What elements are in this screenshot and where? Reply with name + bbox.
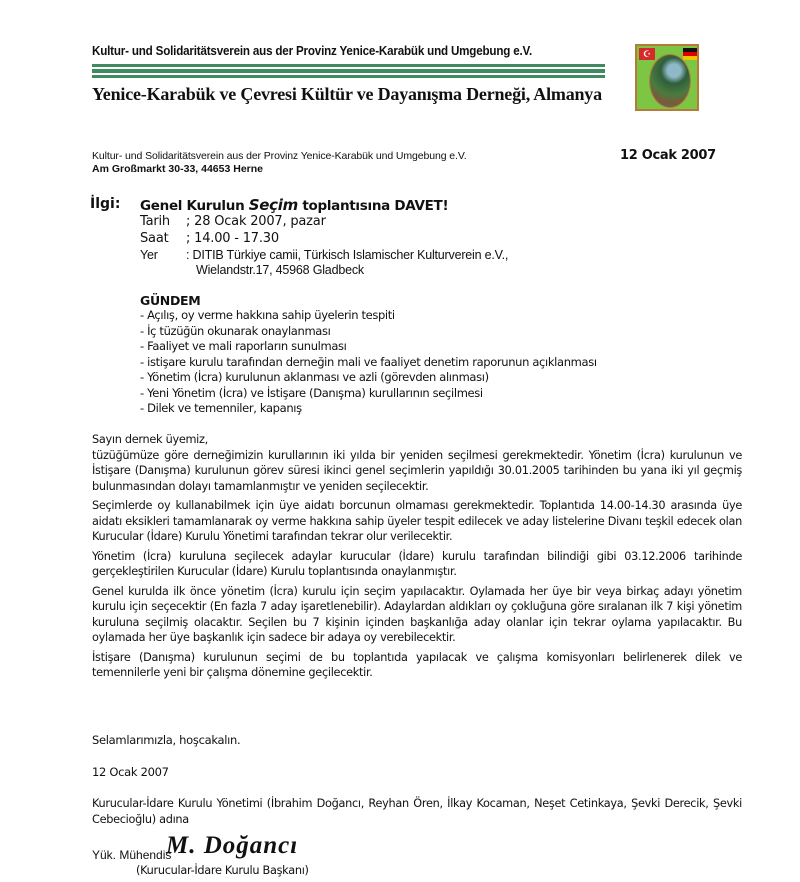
separator: ; <box>186 214 195 229</box>
agenda-item: - Dilek ve temenniler, kapanış <box>140 401 302 415</box>
signer-title: Yük. Mühendis <box>92 848 172 862</box>
meeting-date-value: 28 Ocak 2007, pazar <box>194 214 326 229</box>
association-logo-icon <box>635 44 699 111</box>
letterhead-org-name-tr: Yenice-Karabük ve Çevresi Kültür ve Dayanışma Derneği, Almanya <box>92 84 602 104</box>
closing-date: 12 Ocak 2007 <box>92 765 169 779</box>
agenda-item: - İç tüzüğün okunarak onaylanması <box>140 323 331 338</box>
divider-line <box>92 69 605 73</box>
meeting-date-label: Tarih <box>140 214 170 229</box>
body-paragraph: tüzüğümüze göre derneğimizin kurullarının iki yılda bir yeniden seçilmesi gerekmektedir. Yönetim (İcra) kurulunun ve İstişare (Danışma) kurulunun görev süresi ikinci genel seçimlerin yapıldığı 30.01.2005 tarihinden bu yana iki yıl geçmiş bulunmasından dolayı tamamlanmıştır ve yeniden seçilecektir. <box>92 448 742 493</box>
closing-greeting: Selamlarımızla, hoşcakalın. <box>92 733 241 747</box>
divider-line <box>92 64 605 67</box>
meeting-time-value: 14.00 - 17.30 <box>194 231 279 246</box>
letterhead-divider <box>92 64 605 80</box>
body-paragraph: Seçimlerde oy kullanabilmek için üye aidatı borcunun olmaması gerekmektedir. Toplantıda 14.00-14.30 arasında üye aidatı eksikleri tamamlanarak oy verme hakkına sahip üyeler tespit edilecek ve aday listelerine Divanı teşkil edecek olan Kurucular (İdare) Kurulu Yönetimi tarafından tekrar olur verilecektir. <box>92 499 742 543</box>
on-behalf-text: Kurucular-İdare Kurulu Yönetimi (İbrahim Doğancı, Reyhan Ören, İlkay Kocaman, Neşet Cetinkaya, Şevki Derecik, Şevki Cebecioğlu) adına <box>92 797 742 826</box>
body-paragraph: Yönetim (İcra) kuruluna seçilecek adaylar kurucular (İdare) kurulu tarafından bilindiği gibi 03.12.2006 tarihinde gerçekleştirilen Kurucular (İdare) Kurulu toplantısında onaylanmıştır. <box>92 549 742 578</box>
sender-address: Am Großmarkt 30-33, 44653 Herne <box>92 163 263 175</box>
agenda-item: - Açılış, oy verme hakkına sahip üyelerin tespiti <box>140 308 395 322</box>
agenda-item: - Yönetim (İcra) kurulunun aklanması ve azli (görevden alınması) <box>140 370 489 384</box>
agenda-title: GÜNDEM <box>140 293 201 308</box>
separator: ; <box>186 231 195 246</box>
signature: M. Doğancı <box>166 832 299 859</box>
meeting-location-row <box>140 248 508 262</box>
meeting-location-line2: Wielandstr.17, 45968 Gladbeck <box>196 263 364 277</box>
body-paragraph: Genel kurulda ilk önce yönetim (İcra) kurulu için seçim yapılacaktır. Oylamada her üye bir veya birkaç adayı yönetim kurulu için seçecektir (En fazla 7 aday işaretlenebilir). Adaylardan aldıkları oy çokluğuna göre sıralanan ilk 7 kişi yönetim kuruluna seçilmiş olacaktır. Seçilen bu 7 kişinin içinden başkanlığa aday olanlar için tekrar oylama yapılacaktır. Bu oylamada her üye başkanlık için sadece bir adaya oy verebilecektir. <box>92 584 742 644</box>
meeting-time-label: Saat <box>140 231 169 246</box>
signer-role: (Kurucular-İdare Kurulu Başkanı) <box>136 864 309 877</box>
meeting-date-row <box>140 214 326 229</box>
landscape-emblem-icon <box>649 54 691 108</box>
separator: : <box>186 248 193 262</box>
divider-line <box>92 75 605 78</box>
turkey-flag-icon: ☪ <box>639 48 655 60</box>
agenda-item: - Faaliyet ve mali raporların sunulması <box>140 339 347 353</box>
letter-body <box>92 432 742 685</box>
subject-title <box>140 196 448 214</box>
meeting-location-value: DITIB Türkiye camii, Türkisch Islamischer Kulturverein e.V., <box>192 248 509 262</box>
sender-name: Kultur- und Solidaritätsverein aus der Provinz Yenice-Karabük und Umgebung e.V. <box>92 150 467 162</box>
meeting-time-row <box>140 231 279 246</box>
germany-flag-icon <box>683 48 697 60</box>
letter-date: 12 Ocak 2007 <box>620 148 716 163</box>
subject-title-pre: Genel Kurulun <box>140 198 249 214</box>
letterhead-org-name-de: Kultur- und Solidaritätsverein aus der Provinz Yenice-Karabük und Umgebung e.V. <box>92 44 533 58</box>
agenda-list <box>140 308 597 417</box>
agenda-item: - Yeni Yönetim (İcra) ve İstişare (Danışma) kurullarının seçilmesi <box>140 385 483 400</box>
body-paragraph: İstişare (Danışma) kurulunun seçimi de bu toplantıda yapılacak ve çalışma komisyonları belirlenerek dilek ve temennilerle yeni bir çalışma dönemine geçilecektir. <box>92 650 742 679</box>
salutation: Sayın dernek üyemiz, <box>92 433 208 446</box>
meeting-location-label: Yer <box>140 248 158 262</box>
agenda-item: - istişare kurulu tarafından derneğin mali ve faaliyet denetim raporunun açıklanması <box>140 354 597 369</box>
subject-label: İlgi: <box>90 196 121 212</box>
subject-title-emphasis: Seçim <box>248 196 298 214</box>
subject-title-post: toplantısına DAVET! <box>297 198 449 214</box>
